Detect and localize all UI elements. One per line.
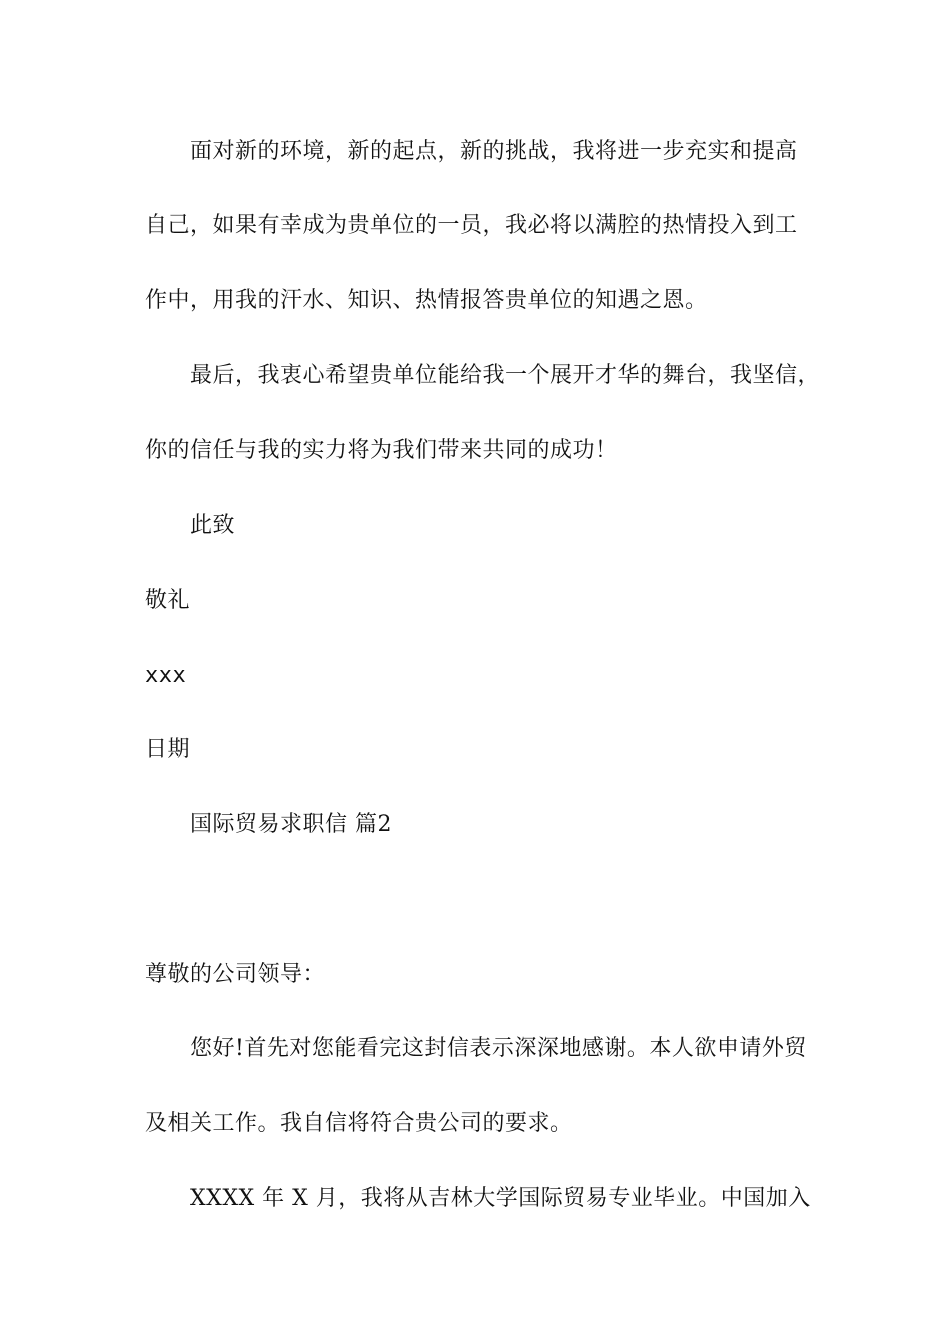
paragraph-line: XXXX 年 X 月，我将从吉林大学国际贸易专业毕业。中国加入	[190, 1186, 811, 1211]
paragraph-line: 自己，如果有幸成为贵单位的一员，我必将以满腔的热情投入到工	[145, 213, 798, 238]
paragraph-line: 作中，用我的汗水、知识、热情报答贵单位的知遇之恩。	[145, 288, 708, 313]
date-text: 日期	[145, 737, 191, 762]
paragraph-line: 您好!首先对您能看完这封信表示深深地感谢。本人欲申请外贸	[190, 1036, 807, 1061]
section-title: 国际贸易求职信 篇2	[190, 812, 392, 837]
salute-text: 敬礼	[145, 588, 191, 613]
greeting-text: 尊敬的公司领导：	[145, 962, 326, 987]
signature-text: xxx	[145, 663, 187, 688]
paragraph-line: 及相关工作。我自信将符合贵公司的要求。	[145, 1111, 573, 1136]
paragraph-line: 你的信任与我的实力将为我们带来共同的成功！	[145, 438, 618, 463]
closing-text: 此致	[190, 513, 236, 538]
paragraph-line: 面对新的环境，新的起点，新的挑战，我将进一步充实和提高	[190, 139, 798, 164]
paragraph-line: 最后，我衷心希望贵单位能给我一个展开才华的舞台，我坚信，	[190, 363, 821, 388]
